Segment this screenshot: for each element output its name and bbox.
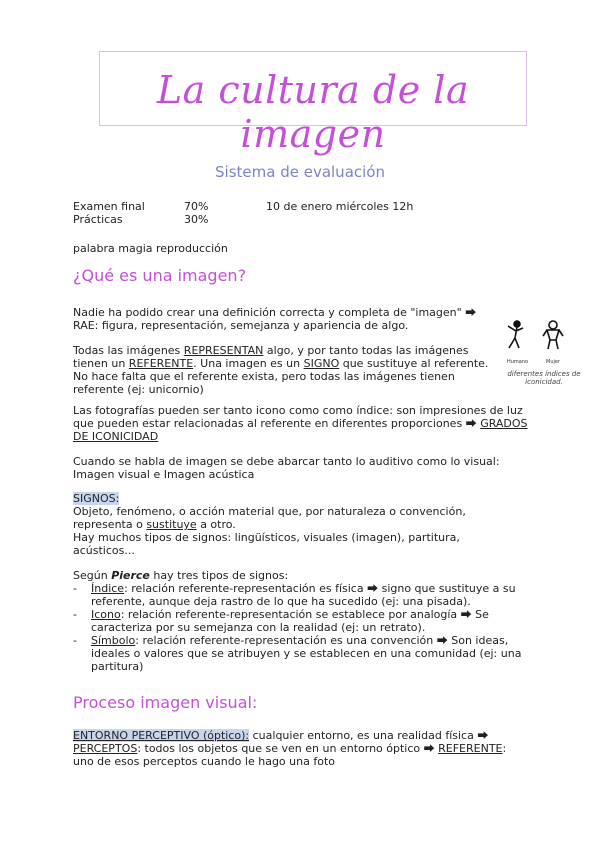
- text: cualquier entorno, es una realidad física ⮕: [249, 729, 489, 742]
- text: que sustituye al referente. No hace falta que el referente exista, pero todas las imágenes tienen referente (ej: unicornio): [73, 357, 489, 396]
- sign-types-list: [73, 582, 528, 673]
- list-item: [73, 634, 528, 673]
- eval-value: 30%: [184, 213, 209, 226]
- keywords: palabra magia reproducción: [73, 242, 228, 255]
- text: hay tres tipos de signos:: [149, 569, 289, 582]
- text: Según: [73, 569, 112, 582]
- text: Objeto, fenómeno, o acción material que, por naturaleza o convención, representa o: [73, 505, 466, 531]
- paragraph-signos: [73, 505, 473, 557]
- text: : uno de esos perceptos cuando le hago una foto: [73, 742, 507, 768]
- term-entorno: ENTORNO PERCEPTIVO (óptico):: [73, 729, 250, 742]
- paragraph-represent: [73, 344, 493, 396]
- term-represent: REPRESENTAN: [183, 344, 264, 357]
- term-sustituye: sustituye: [146, 518, 197, 531]
- figure-caption: diferentes índices de iconicidad.: [507, 370, 581, 386]
- text: Las fotografías pueden ser tanto icono como como índice: son impresiones de luz que pueden estar relacionadas al referente en diferentes proporciones ⮕: [73, 404, 523, 430]
- paragraph-photos: [73, 404, 533, 443]
- term-referente: REFERENTE: [128, 357, 194, 370]
- paragraph-entorno: [73, 729, 528, 768]
- text: : relación referente-representación es física ⮕ signo que sustituye a su referente, aunque deja rastro de lo que ha sucedido (ej: una pisada).: [91, 582, 516, 608]
- section-heading: ¿Qué es una imagen?: [73, 266, 247, 285]
- text: : relación referente-representación es una convención ⮕ Son ideas, ideales o valores que se atribuyen y se establecen en una comunidad (ej: una partitura): [91, 634, 522, 673]
- paragraph-auditivo: Cuando se habla de imagen se debe abarcar tanto lo auditivo como lo visual: Imagen visual e Imagen acústica: [73, 455, 500, 481]
- eval-note: 10 de enero miércoles 12h: [266, 200, 414, 213]
- document-title: La cultura de la imagen: [156, 68, 470, 156]
- term: Índice: [91, 582, 125, 595]
- title-box: [99, 51, 527, 156]
- evaluation-heading: Sistema de evaluación: [215, 163, 385, 181]
- signos-label: SIGNOS:: [73, 492, 120, 505]
- pierce-intro: [73, 569, 288, 582]
- figure-label: Humano: [507, 359, 529, 365]
- figure-label: Mujer: [546, 359, 561, 365]
- term-perceptos: PERCEPTOS: [73, 742, 138, 755]
- text: Hay muchos tipos de signos: lingüísticos, visuales (imagen), partitura, acústicos...: [73, 531, 460, 557]
- text: a otro.: [196, 518, 236, 531]
- term: Icono: [91, 608, 121, 621]
- paragraph-definition: Nadie ha podido crear una definición correcta y completa de "imagen" ⮕ RAE: figura, representación, semejanza y apariencia de algo.: [73, 306, 477, 332]
- eval-label: Prácticas: [73, 213, 123, 226]
- list-item: [73, 608, 528, 634]
- text: : todos los objetos que se ven en un entorno óptico ⮕: [137, 742, 439, 755]
- term-signo: SIGNO: [303, 357, 340, 370]
- eval-value: 70%: [184, 200, 209, 213]
- text: Todas las imágenes: [73, 344, 184, 357]
- term: Símbolo: [91, 634, 136, 647]
- figures-icon: [503, 318, 585, 362]
- term-grados: GRADOS DE ICONICIDAD: [73, 417, 528, 443]
- text: : relación referente-representación se establece por analogía ⮕ Se caracteriza por su semejanza con la realidad (ej: un retrato).: [91, 608, 489, 634]
- author-name: Pierce: [111, 569, 150, 582]
- iconicity-figure: [503, 318, 585, 396]
- list-item: [73, 582, 528, 608]
- text: . Una imagen es un: [193, 357, 304, 370]
- eval-label: Examen final: [73, 200, 145, 213]
- signos-heading: [73, 492, 119, 505]
- section-heading: Proceso imagen visual:: [73, 693, 258, 712]
- term-referente: REFERENTE: [438, 742, 503, 755]
- text: algo, y por tanto todas las imágenes tienen un: [73, 344, 469, 370]
